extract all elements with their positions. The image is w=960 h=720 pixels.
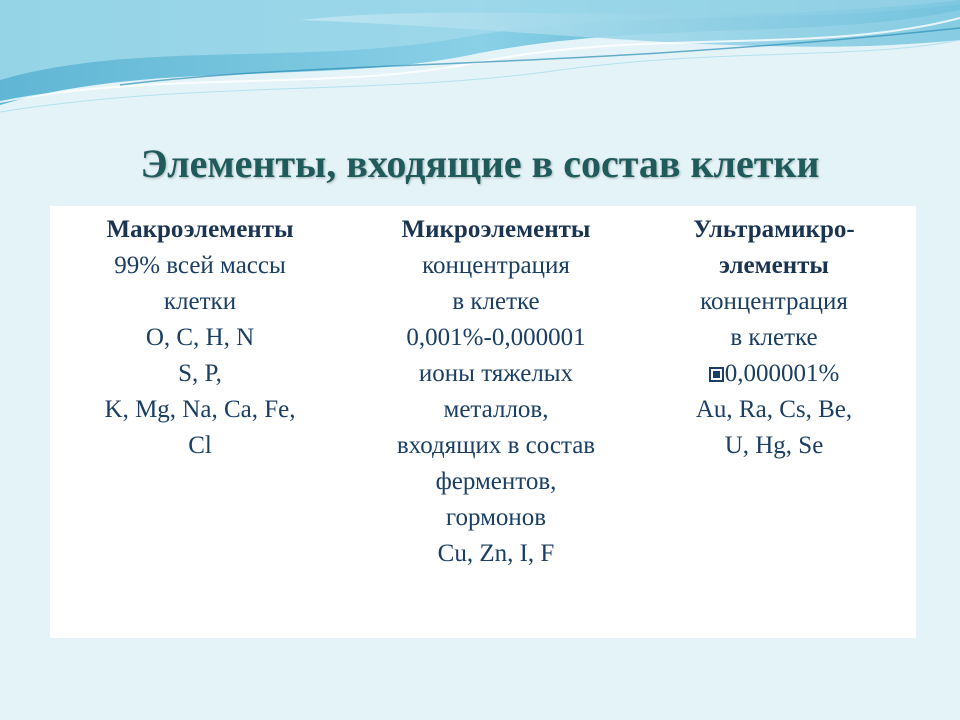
column-line: 0,001%-0,000001 bbox=[406, 324, 586, 351]
column-line: Cu, Zn, I, F bbox=[437, 540, 555, 567]
column-macroelements bbox=[50, 206, 350, 638]
concentration-value: 0,000001% bbox=[724, 360, 840, 387]
slide-title: Элементы, входящие в состав клетки bbox=[140, 141, 820, 186]
column-heading: Микроэлементы bbox=[401, 216, 591, 243]
column-line: входящих в состав bbox=[396, 432, 596, 459]
column-ultramicroelements bbox=[622, 206, 916, 638]
square-bullet-icon bbox=[709, 367, 724, 382]
column-heading: Ультрамикро- bbox=[693, 216, 855, 243]
column-heading: Макроэлементы bbox=[106, 216, 294, 243]
column-line: O, C, H, N bbox=[145, 324, 255, 351]
column-line: Au, Ra, Cs, Be, bbox=[695, 396, 853, 423]
column-line: концентрация bbox=[700, 288, 848, 315]
column-line: K, Mg, Na, Ca, Fe, bbox=[104, 396, 296, 423]
column-heading: элементы bbox=[719, 252, 829, 279]
column-line: клетки bbox=[163, 288, 237, 315]
column-line: U, Hg, Se bbox=[724, 432, 824, 459]
column-line: в клетке bbox=[452, 288, 540, 315]
column-line: гормонов bbox=[445, 504, 547, 531]
column-microelements bbox=[350, 206, 622, 638]
column-line: S, P, bbox=[178, 360, 222, 387]
column-line: ферментов, bbox=[435, 468, 557, 495]
column-line: в клетке bbox=[730, 324, 818, 351]
column-line: металлов, bbox=[443, 396, 549, 423]
column-line bbox=[632, 356, 916, 392]
column-line: Cl bbox=[188, 432, 212, 459]
column-line: концентрация bbox=[422, 252, 570, 279]
column-line: 99% всей массы bbox=[114, 252, 286, 279]
column-line: ионы тяжелых bbox=[418, 360, 574, 387]
elements-table bbox=[50, 206, 916, 638]
